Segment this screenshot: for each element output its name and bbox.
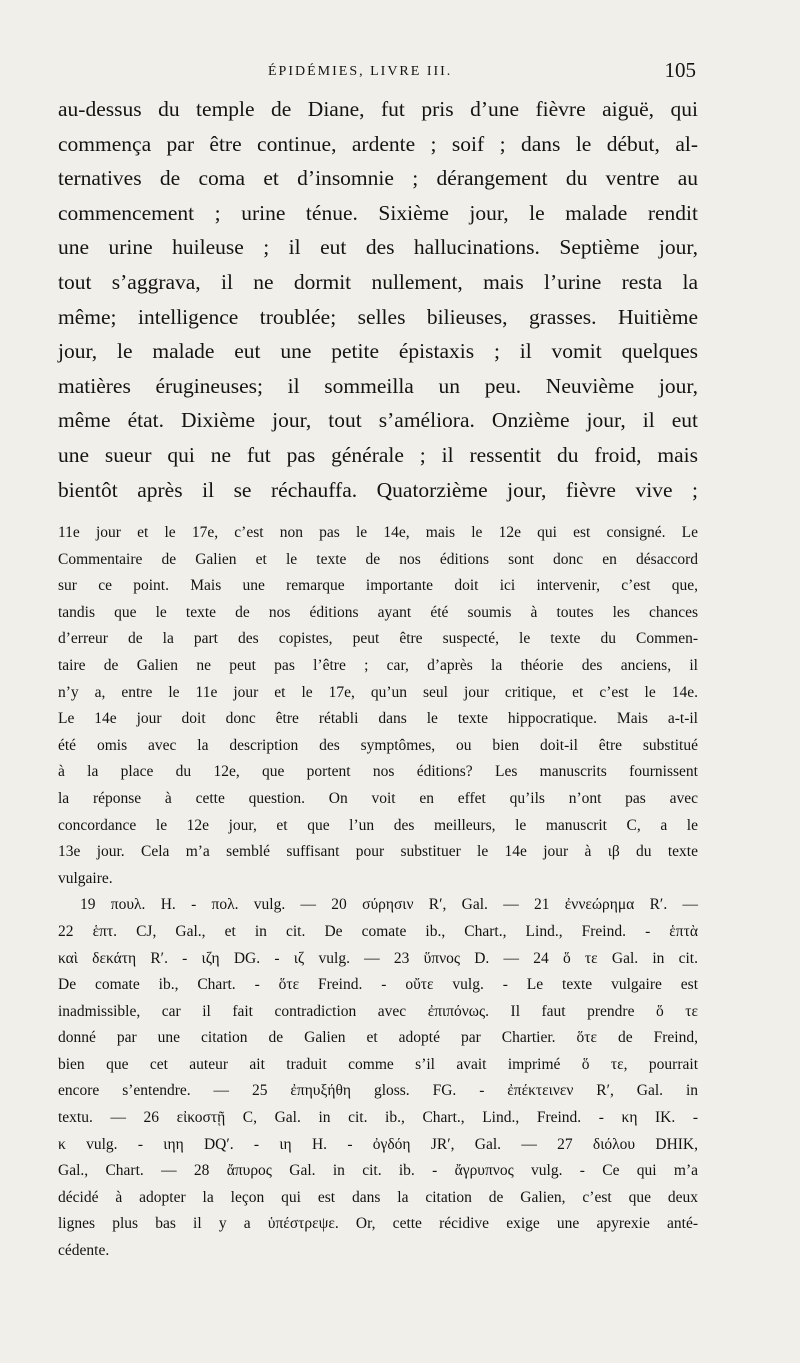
main-line: une urine huileuse ; il eut des hallucinations. Septième jour,	[58, 235, 698, 260]
footnote-line: la réponse à cette question. On voit en effet qu’ils n’ont pas avec	[58, 789, 698, 807]
main-line: même; intelligence troublée; selles bilieuses, grasses. Huitième	[58, 304, 698, 329]
footnote-paragraph-commentary	[58, 520, 698, 892]
page-number: 105	[664, 58, 696, 82]
main-line: commença par être continue, ardente ; soif ; dans le début, al-	[58, 131, 698, 156]
footnote-line: textu. — 26 εἰκοστῇ C, Gal. in cit. ib., Chart., Lind., Freind. - κη IK. -	[58, 1109, 698, 1127]
running-head: ÉPIDÉMIES, LIVRE III.	[268, 64, 453, 79]
footnote-line: καὶ δεκάτη R′. - ιζη DG. - ιζ vulg. — 23 ὕπνος D. — 24 ὅ τε Gal. in cit.	[58, 949, 698, 967]
main-line: même état. Dixième jour, tout s’améliora. Onzième jour, il eut	[58, 408, 698, 433]
main-line: commencement ; urine ténue. Sixième jour, le malade rendit	[58, 200, 698, 225]
footnote-line: De comate ib., Chart. - ὅτε Freind. - οὔτε vulg. - Le texte vulgaire est	[58, 976, 698, 994]
footnote-line: 13e jour. Cela m’a semblé suffisant pour substituer le 14e jour à ιβ du texte	[58, 843, 698, 861]
footnote-line: d’erreur de la part des copistes, peut être suspecté, le texte du Commen-	[58, 630, 698, 648]
footnote-line: inadmissible, car il fait contradiction avec ἐπιπόνως. Il faut prendre ὅ τε	[58, 1002, 698, 1020]
footnotes	[58, 520, 698, 1265]
main-line: une sueur qui ne fut pas générale ; il ressentit du froid, mais	[58, 442, 698, 467]
footnote-line: encore s’entendre. — 25 ἐπηυξήθη gloss. FG. - ἐπέκτεινεν R′, Gal. in	[58, 1082, 698, 1100]
footnote-paragraph-variants	[58, 892, 698, 1264]
main-line: au-dessus du temple de Diane, fut pris d’une fièvre aiguë, qui	[58, 97, 698, 121]
main-line: ternatives de coma et d’insomnie ; dérangement du ventre au	[58, 166, 698, 191]
footnote-line: Gal., Chart. — 28 ἄπυρος Gal. in cit. ib. - ἄγρυπνος vulg. - Ce qui m’a	[58, 1162, 698, 1180]
footnote-line: lignes plus bas il y a ὑπέστρεψε. Or, cette récidive exige une apyrexie anté-	[58, 1215, 698, 1233]
footnote-line: n’y a, entre le 11e jour et le 17e, qu’un seul jour critique, et c’est le 14e.	[58, 683, 698, 701]
main-line: tout s’aggrava, il ne dormit nullement, mais l’urine resta la	[58, 269, 698, 294]
footnote-line: sur ce point. Mais une remarque importante doit ici intervenir, c’est que,	[58, 577, 698, 595]
page	[58, 58, 698, 1260]
page-header	[58, 58, 698, 92]
footnote-line: taire de Galien ne peut pas l’être ; car, d’après la théorie des anciens, il	[58, 656, 698, 674]
footnote-line: concordance le 12e jour, et que l’un des meilleurs, le manuscrit C, a le	[58, 816, 698, 834]
main-line: bientôt après il se réchauffa. Quatorzième jour, fièvre vive ;	[58, 477, 698, 502]
footnote-line: 22 ἑπτ. CJ, Gal., et in cit. De comate ib., Chart., Lind., Freind. - ἑπτὰ	[58, 922, 698, 940]
footnote-line: été omis avec la description des symptômes, ou bien doit-il être substitué	[58, 736, 698, 754]
main-line: jour, le malade eut une petite épistaxis ; il vomit quelques	[58, 339, 698, 364]
footnote-line: κ vulg. - ιηη DQ′. - ιη H. - ὀγδόη JR′, Gal. — 27 διόλου DHIK,	[58, 1135, 698, 1153]
footnote-line: 11e jour et le 17e, c’est non pas le 14e, mais le 12e qui est consigné. Le	[58, 524, 698, 541]
footnote-line: décidé à adopter la leçon qui est dans la citation de Galien, c’est que deux	[58, 1188, 698, 1206]
footnote-line: à la place du 12e, que portent nos éditions? Les manuscrits fournissent	[58, 763, 698, 781]
footnote-line: Commentaire de Galien et le texte de nos éditions sont donc en désaccord	[58, 550, 698, 568]
main-line: matières érugineuses; il sommeilla un peu. Neuvième jour,	[58, 373, 698, 398]
footnote-line: tandis que le texte de nos éditions ayant été soumis à toutes les chances	[58, 603, 698, 621]
footnote-line: Le 14e jour doit donc être rétabli dans le texte hippocratique. Mais a-t-il	[58, 710, 698, 728]
footnote-line: 19 πουλ. H. - πολ. vulg. — 20 σύρησιν R′, Gal. — 21 ἐννεώρημα R′. —	[80, 896, 698, 914]
footnote-line: bien que cet auteur ait traduit comme s’il avait imprimé ὅ τε, pourrait	[58, 1055, 698, 1073]
main-text	[58, 92, 698, 507]
footnote-line: vulgaire.	[58, 869, 113, 887]
footnote-line: donné par une citation de Galien et adopté par Chartier. ὅτε de Freind,	[58, 1029, 698, 1047]
footnote-line: cédente.	[58, 1242, 110, 1260]
